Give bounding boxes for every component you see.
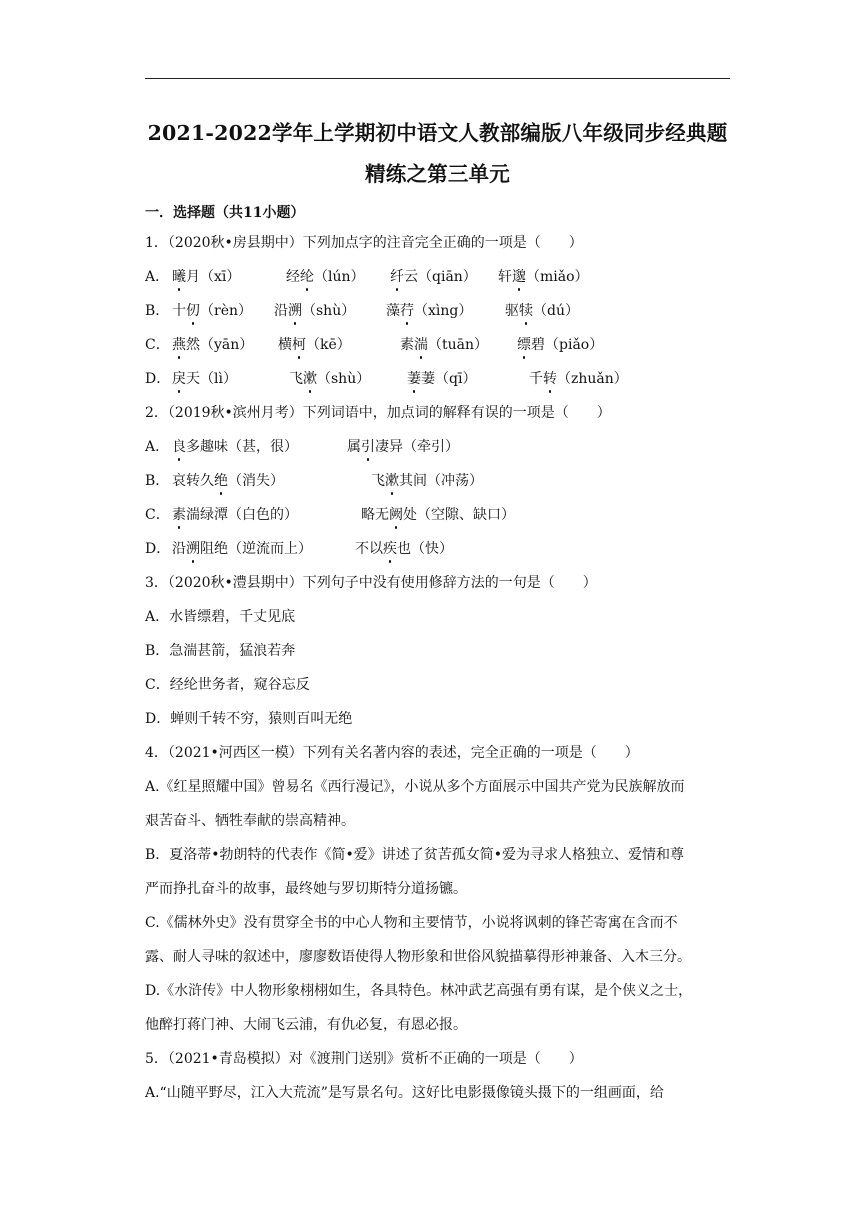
q4-text-line: 艰苦奋斗、牺牲奉献的崇高精神。 [145,813,355,829]
q1a-item-2: 经纶（lún） [286,269,365,285]
q3-option-a: A．水皆缥碧，千丈见底 [145,609,296,625]
q2b-item-1: 哀转久绝（消失） [172,473,284,489]
q1b-item-2: 沿溯（shù） [274,303,356,319]
title-line-2: 精练之第三单元 [365,162,510,186]
q2-option-a [145,437,745,457]
q3-option-d: D．蝉则千转不穷，猿则百叫无绝 [145,711,353,727]
title-line-1: 2021-2022学年上学期初中语文人教部编版八年级同步经典题 [147,121,728,145]
q2c-item-1: 素湍绿潭（白色的） [172,507,298,523]
q2a-item-1: 良多趣味（甚，很） [172,439,298,455]
q1a-item-4: 轩邈（miǎo） [498,269,589,285]
q4-text-line: C.《儒林外史》没有贯穿全书的中心人物和主要情节，小说将讽刺的锋芒寄寓在含而不 [145,915,678,931]
question-4-stem: 4．（2021•河西区一模）下列有关名著内容的表述，完全正确的一项是（ ） [145,745,639,761]
q1a-item-3: 纤云（qiān） [390,269,477,285]
q2a-item-2: 属引凄异（牵引） [347,439,459,455]
q1c-item-2: 横柯（kē） [278,337,351,353]
q3-option-c: C．经纶世务者，窥谷忘反 [145,677,310,693]
q4-text-line: D.《水浒传》中人物形象栩栩如生，各具特色。林冲武艺高强有勇有谋，是个侠义之士， [145,983,693,999]
q1-option-d [145,369,745,389]
q1c-item-4: 缥碧（piǎo） [517,337,604,353]
option-label: B． [145,303,170,319]
q2c-item-2: 略无阙处（空隙、缺口） [361,507,515,523]
q1d-item-4: 千转（zhuǎn） [529,371,628,387]
q1a-item-1: 曦月（xī） [172,269,241,285]
option-label: A． [145,439,170,455]
q2-option-d [145,539,745,559]
q3-option-b: B．急湍甚箭，猛浪若奔 [145,643,296,659]
q2-option-b [145,471,745,491]
option-label: C． [145,507,170,523]
q2-option-c [145,505,745,525]
q1b-item-4: 驱犊（dú） [505,303,579,319]
option-label: D． [145,371,171,387]
q4-text-line: 露、耐人寻味的叙述中，廖廖数语使得人物形象和世俗风貌描摹得形神兼备、入木三分。 [145,949,691,965]
q4-text-line: B．夏洛蒂•勃朗特的代表作《简•爱》讲述了贫苦孤女简•爱为寻求人格独立、爱情和尊 [145,847,685,863]
q4-text-line: A.《红星照耀中国》曾易名《西行漫记》，小说从多个方面展示中国共产党为民族解放而 [145,779,685,795]
q1c-item-3: 素湍（tuān） [400,337,489,353]
q2b-item-2: 飞漱其间（冲荡） [371,473,483,489]
question-1-stem: 1．（2020秋•房县期中）下列加点字的注音完全正确的一项是（ ） [145,235,583,251]
question-3-stem: 3．（2020秋•澧县期中）下列句子中没有使用修辞方法的一句是（ ） [145,575,597,591]
q1-option-c [145,335,745,355]
q2d-item-1: 沿溯阻绝（逆流而上） [172,541,312,557]
q1-option-b [145,301,745,321]
q4-text-line: 严而挣扎奋斗的故事，最终她与罗切斯特分道扬镳。 [145,881,467,897]
q1d-item-1: 戾天（lì） [172,371,237,387]
q4-text-line: 他醉打蒋门神、大闹飞云浦，有仇必复，有恩必报。 [145,1017,467,1033]
q1d-item-3: 萋萋（qī） [407,371,477,387]
q1d-item-2: 飞漱（shù） [289,371,371,387]
option-label: A． [145,269,170,285]
option-label: C． [145,337,170,353]
header-rule [145,78,730,79]
q5-text-line: A.“山随平野尽，江入大荒流”是写景名句。这好比电影摄像镜头摄下的一组画面，给 [145,1085,664,1101]
question-2-stem: 2．（2019秋•滨州月考）下列词语中，加点词的解释有误的一项是（ ） [145,405,611,421]
q1b-item-3: 藻荇（xìng） [386,303,473,319]
option-label: D． [145,541,171,557]
q1-option-a [145,267,745,287]
question-5-stem: 5．（2021•青岛模拟）对《渡荆门送别》赏析不正确的一项是（ ） [145,1051,583,1067]
q1b-item-1: 十仞（rèn） [172,303,252,319]
q1c-item-1: 燕然（yān） [172,337,254,353]
section-heading: 一．选择题（共11小题） [145,205,305,221]
q2d-item-2: 不以疾也（快） [355,541,453,557]
option-label: B． [145,473,170,489]
